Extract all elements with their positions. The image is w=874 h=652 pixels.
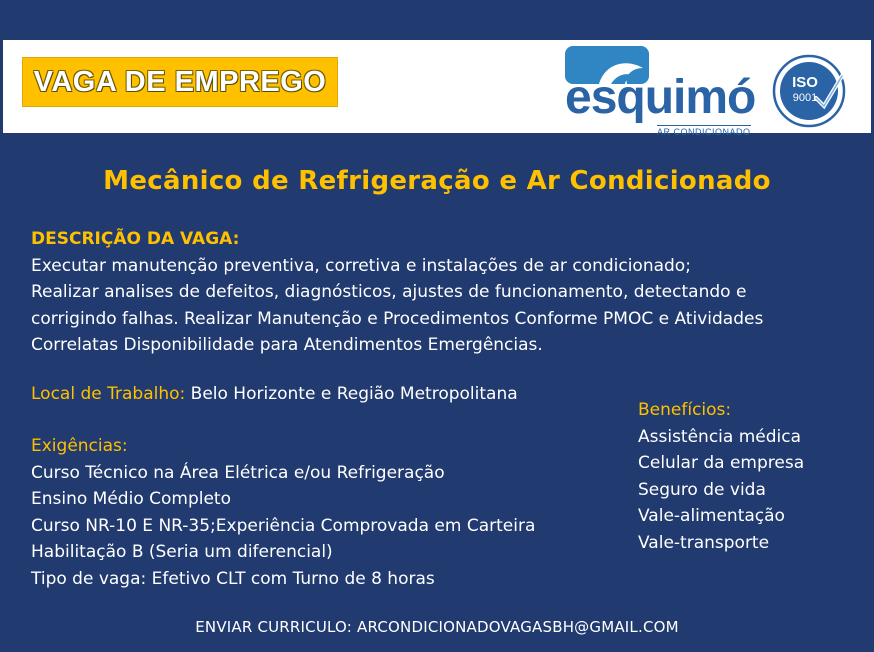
- badge-text: VAGA DE EMPREGO: [33, 65, 327, 98]
- benefit-item: Assistência médica: [638, 426, 802, 447]
- requirements-heading: Exigências:: [31, 436, 128, 456]
- iso-number-text: 9001: [792, 92, 818, 104]
- logo-subtitle: AR CONDICIONADO: [657, 127, 751, 137]
- benefit-item: Vale-alimentação: [638, 506, 785, 526]
- location-value: Belo Horizonte e Região Metropolitana: [185, 384, 518, 404]
- benefit-item: Celular da empresa: [638, 453, 805, 473]
- location-section: [31, 381, 631, 408]
- description-line-1: Executar manutenção preventiva, corretiva e instalações de ar condicionado;: [31, 255, 691, 276]
- company-logo: [565, 44, 757, 137]
- job-badge: [22, 57, 338, 107]
- job-title: Mecânico de Refrigeração e Ar Condicionado: [103, 166, 771, 196]
- iso-top-text: ISO: [792, 74, 818, 91]
- requirement-item: Ensino Médio Completo: [31, 489, 231, 509]
- location-label: Local de Trabalho:: [31, 384, 186, 404]
- requirement-item: Curso NR-10 E NR-35;Experiência Comprovada em Carteira: [31, 515, 536, 536]
- requirements-section: [31, 433, 631, 592]
- description-heading: DESCRIÇÃO DA VAGA:: [31, 229, 240, 249]
- description-line-2: Realizar analises de defeitos, diagnósticos, ajustes de funcionamento, detectando e corrigindo falhas. Realizar Manutenção e Procedimentos Conforme PMOC e Atividades Correlatas Disponibilidade para Atendimentos Emergências.: [31, 282, 764, 355]
- description-section: [31, 226, 811, 359]
- benefits-heading: Benefícios:: [638, 400, 732, 420]
- contact-footer: ENVIAR CURRICULO: ARCONDICIONADOVAGASBH@GMAIL.COM: [195, 618, 679, 636]
- benefit-item: Vale-transporte: [638, 532, 770, 553]
- benefits-section: [638, 397, 858, 556]
- requirement-item: Curso Técnico na Área Elétrica e/ou Refrigeração: [31, 462, 445, 483]
- requirement-item: Habilitação B (Seria um diferencial): [31, 542, 333, 562]
- logo-wordmark: esquimó: [565, 71, 756, 124]
- requirement-item: Tipo de vaga: Efetivo CLT com Turno de 8 horas: [31, 568, 435, 589]
- benefit-item: Seguro de vida: [638, 479, 766, 500]
- iso-9001-seal-icon: [772, 54, 846, 128]
